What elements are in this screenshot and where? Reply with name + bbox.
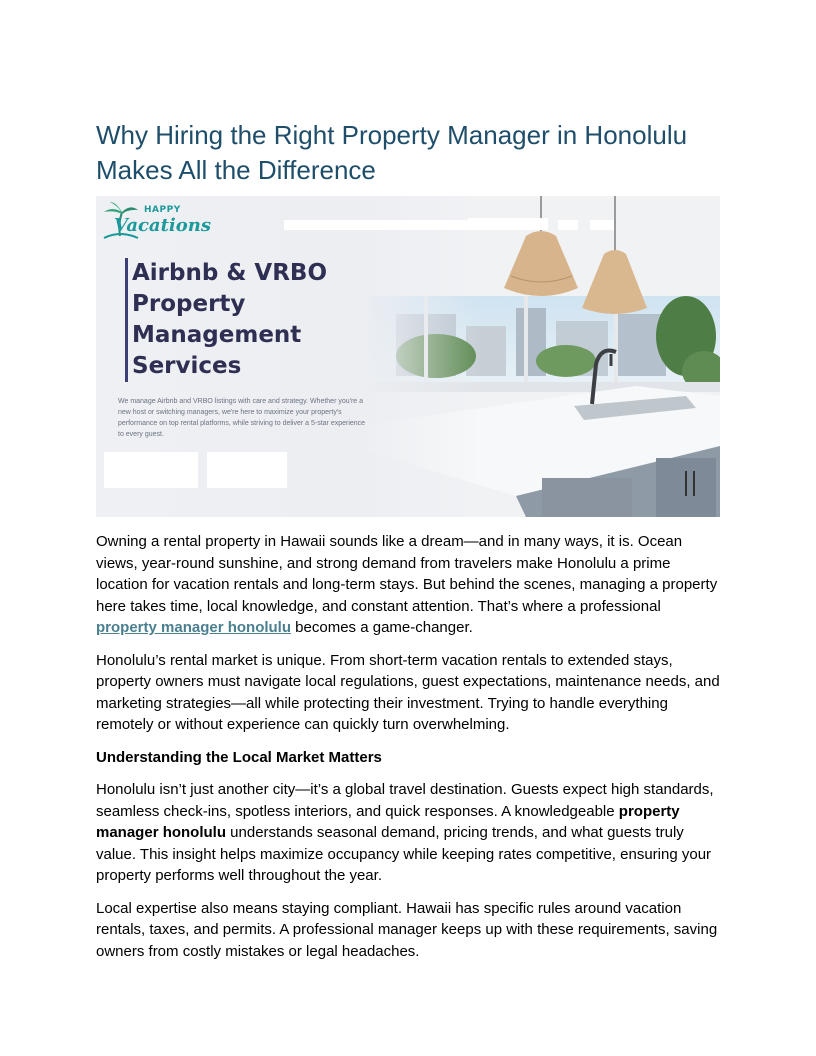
article-title: Why Hiring the Right Property Manager in Honolulu Makes All the Difference <box>96 120 688 185</box>
section-heading: Understanding the Local Market Matters <box>96 748 382 766</box>
paragraph-compliance: Local expertise also means staying compliant. Hawaii has specific rules around vacation rentals, taxes, and permits. A professional manager keeps up with these requirements, saving owners from costly mistakes or legal headaches. <box>96 899 718 960</box>
banner-button-primary <box>104 452 198 488</box>
banner-headline-line: Property <box>132 291 246 317</box>
happy-vacations-logo <box>100 198 211 254</box>
banner-headline-line: Management <box>132 322 302 348</box>
logo-wordmark-top: HAPPY <box>144 205 181 215</box>
paragraph-intro: Owning a rental property in Hawaii sounds like a dream—and in many ways, it is. Ocean views, year-round sunshine, and strong demand from travelers make Honolulu a prime location for vacation rentals and long-term stays. But behind the scenes, managing a property here takes time, local knowledge, and constant attention. That’s where a professional property manager honolulu becomes a game-changer. <box>96 533 718 636</box>
banner-button-secondary <box>207 452 287 488</box>
paragraph-market: Honolulu’s rental market is unique. From short-term vacation rentals to extended stays, property owners must navigate local regulations, guest expectations, maintenance needs, and marketing strategies—all while protecting their investment. Trying to handle everything remotely or without experience can quickly turn overwhelming. <box>96 651 720 733</box>
logo-wordmark-bottom: Vacations <box>114 215 211 236</box>
property-manager-link[interactable]: property manager honolulu <box>96 619 292 636</box>
paragraph-expertise: Honolulu isn’t just another city—it’s a global travel destination. Guests expect high standards, seamless check-ins, spotless interiors, and quick responses. A knowledgeable property manager honolulu understands seasonal demand, pricing trends, and what guests truly value. This insight helps maximize occupancy while keeping rates competitive, ensuring your property performs well throughout the year. <box>96 781 714 884</box>
banner-headline-line: Airbnb & VRBO <box>132 260 327 286</box>
banner-headline-line: Services <box>132 353 242 379</box>
banner-description: We manage Airbnb and VRBO listings with care and strategy. Whether you're a new host or switching managers, we're here to maximize your property's performance on top rental platforms, while striving to deliver a 5-star experience to every guest. <box>118 398 366 438</box>
banner-headline <box>125 258 392 382</box>
article-body <box>96 531 724 973</box>
bold-keyword: property manager honolulu <box>96 802 680 841</box>
